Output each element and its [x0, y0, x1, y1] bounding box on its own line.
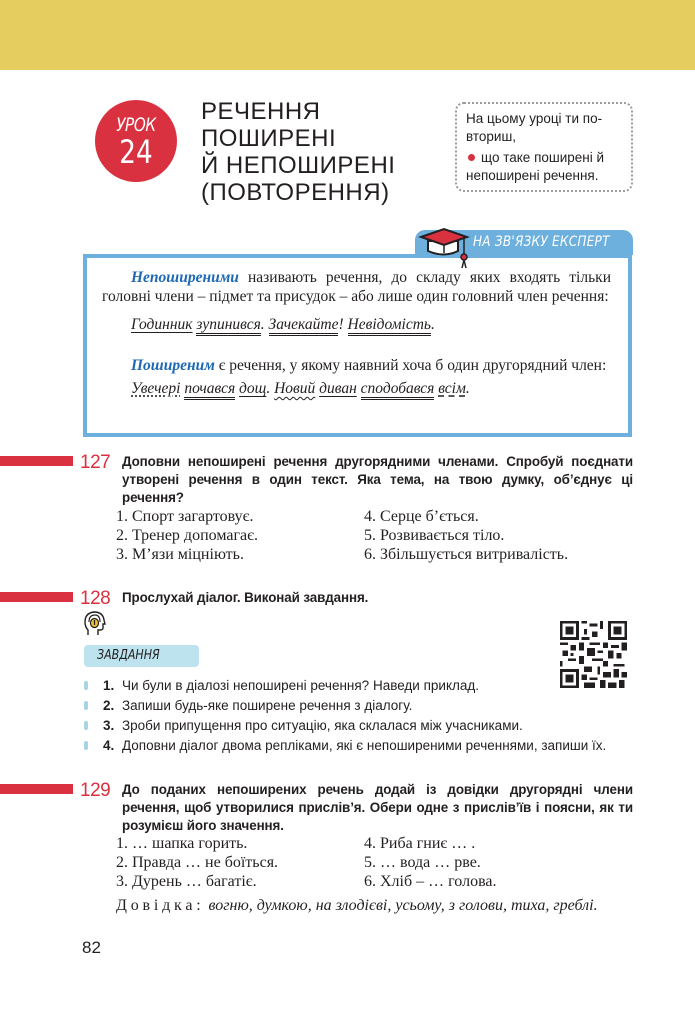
- goals-intro-line: вториш,: [466, 129, 517, 144]
- exercise-number: 128: [80, 588, 111, 609]
- listening-head-icon: [84, 611, 106, 637]
- examples-unextended: Годинник зупинився. Зачекайте! Невідомість.: [102, 315, 611, 334]
- exercise-marker-bar: [0, 784, 73, 794]
- example-word-subject: диван: [319, 380, 357, 397]
- example-word-subject: Годинник: [131, 316, 193, 333]
- term-extended: Поширеним: [131, 357, 215, 374]
- expert-tab-label: НА ЗВ'ЯЗКУ ЕКСПЕРТ: [473, 234, 610, 250]
- term-unextended: Непоширеними: [131, 269, 239, 286]
- bullet-marker-icon: [84, 701, 88, 710]
- qr-code-icon[interactable]: [560, 621, 627, 688]
- examples-extended: Увечері почався дощ. Новий диван сподобався всім.: [102, 379, 611, 398]
- exercise-task: Прослухай діалог. Виконай завдання.: [122, 590, 369, 605]
- exercise-item: 6. Збільшується витривалість.: [364, 546, 569, 563]
- hint-label: Довідка:: [116, 897, 205, 914]
- bullet-icon: [468, 154, 475, 161]
- exercise-item: 1. Спорт загартовує.: [116, 508, 254, 525]
- exercise-item: 1. … шапка горить.: [116, 835, 248, 852]
- exercise-marker-bar: [0, 592, 73, 602]
- exercise-item: 4. Серце б’ється.: [364, 508, 479, 525]
- lesson-goals-box: [455, 102, 633, 192]
- page-number: 82: [82, 938, 101, 957]
- top-color-band: [0, 0, 695, 70]
- title-line: (ПОВТОРЕННЯ): [201, 179, 390, 206]
- exercise-item: 5. Розвивається тіло.: [364, 527, 505, 544]
- example-word-attribute: Новий: [274, 380, 316, 397]
- goals-intro-line: На цьому уроці ти по-: [466, 111, 603, 126]
- items-column-left: [116, 834, 278, 891]
- lesson-title: [201, 98, 395, 206]
- exercise-number: 129: [80, 780, 111, 801]
- title-line: Й НЕПОШИРЕНІ: [201, 152, 396, 179]
- example-word-predicate: почався: [184, 380, 235, 400]
- items-column-right: [364, 834, 497, 891]
- example-word-predicate: Невідомість: [348, 316, 431, 336]
- example-word-predicate: Зачекайте: [269, 316, 339, 336]
- lesson-badge: [95, 100, 177, 182]
- reference-hint: [87, 896, 632, 915]
- bullet-marker-icon: [84, 681, 88, 690]
- title-line: ПОШИРЕНІ: [201, 125, 337, 152]
- goals-bullet-item: що таке поширені й: [466, 149, 622, 167]
- example-word-predicate: сподобався: [361, 380, 435, 400]
- lesson-label: УРОК: [116, 114, 156, 136]
- exercise-item: 3. Дурень … багатіє.: [116, 873, 257, 890]
- exercise-number: 127: [80, 452, 111, 473]
- exercise-item: 2. Тренер допомагає.: [116, 527, 258, 544]
- bullet-marker-icon: [84, 721, 88, 730]
- items-column-left: [116, 507, 258, 564]
- exercise-task: До поданих непоширених речень додай із довідки другорядні члени речення, щоб утворилися прислів’я. Обери одне з прислів’їв і поясни, як ти розумієш його значення.: [122, 782, 633, 833]
- exercise-item: 3. М’язи міцніють.: [116, 546, 244, 563]
- bullet-marker-icon: [84, 741, 88, 750]
- exercise-task: Доповни непоширені речення другорядними членами. Спробуй поєднати утворені речення в один текст. Яка тема, на твою думку, об’єднує ці речення?: [122, 454, 633, 505]
- rule-extended: Поширеним є речення, у якому наявний хоча б один другорядний член:: [131, 357, 607, 374]
- graduation-cap-icon: [418, 224, 470, 270]
- exercise-item: 5. … вода … рве.: [364, 854, 481, 871]
- rule-unextended: Непоширеними називають речення, до складу яких входять тільки головні члени – підмет та присудок – або лише один головний член речення:: [102, 269, 611, 305]
- example-word-subject: дощ: [239, 380, 267, 397]
- items-column-right: [364, 507, 568, 564]
- hint-words: вогню, думкою, на злодієві, усьому, з голови, тиха, греблі.: [204, 897, 598, 914]
- tasks-section-label: ЗАВДАННЯ: [84, 645, 199, 667]
- exercise-marker-bar: [0, 456, 73, 466]
- expert-rule-box: [83, 254, 632, 437]
- example-word-object: всім: [438, 380, 466, 397]
- goals-bullet-cont: непоширені речення.: [466, 168, 599, 183]
- example-word-predicate: зупинився: [196, 316, 260, 336]
- lesson-number: 24: [119, 133, 153, 171]
- exercise-item: 4. Риба гниє … .: [364, 835, 476, 852]
- title-line: РЕЧЕННЯ: [201, 98, 321, 125]
- example-word-adverbial: Увечері: [131, 380, 181, 397]
- exercise-item: 2. Правда … не боїться.: [116, 854, 279, 871]
- exercise-item: 6. Хліб – … голова.: [364, 873, 497, 890]
